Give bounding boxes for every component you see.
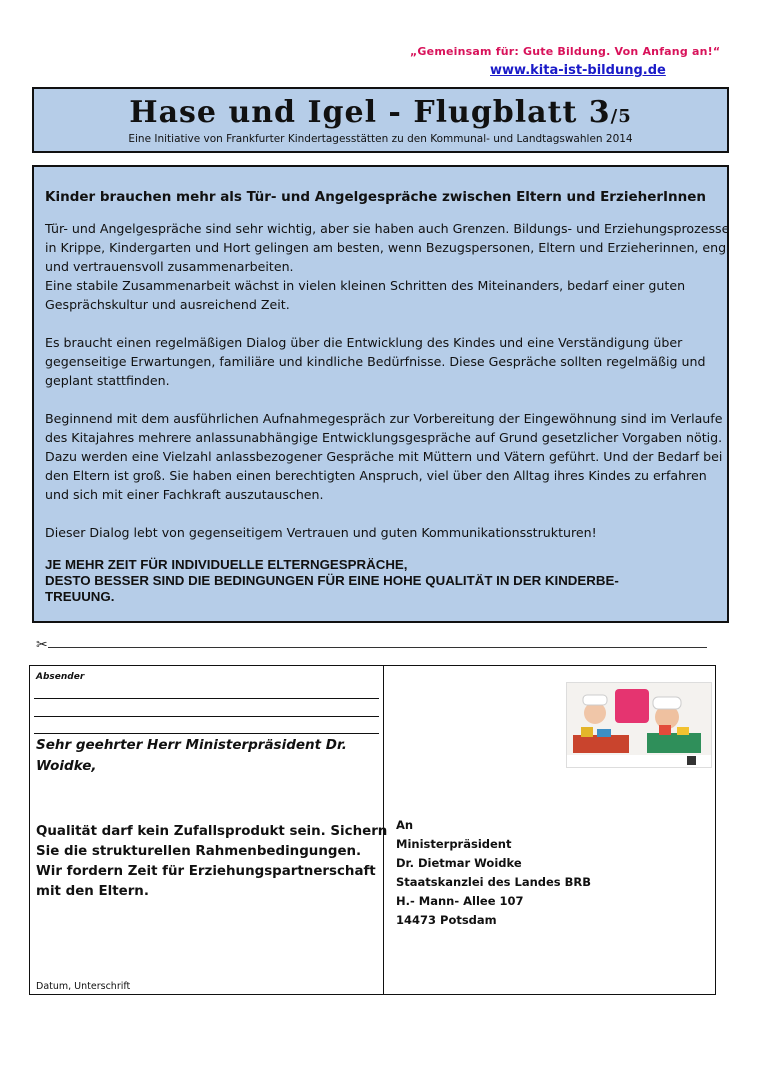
recipient-line: 14473 Potsdam	[396, 913, 497, 927]
website-link[interactable]: www.kita-ist-bildung.de	[490, 63, 666, 78]
text-line: Tür- und Angelgespräche sind sehr wichtig, aber sie haben auch Grenzen. Bildungs- und Erziehungsprozesse	[45, 221, 730, 236]
recipient-line: H.- Mann- Allee 107	[396, 894, 524, 908]
text-line: den Eltern ist groß. Sie haben einen berechtigten Anspruch, viel über den Alltag ihres Kindes zu erfahren	[45, 468, 707, 483]
text-line: Gesprächskultur und ausreichend Zeit.	[45, 297, 290, 312]
text-line: und vertrauensvoll zusammenarbeiten.	[45, 259, 294, 274]
flyer-title-text: Hase und Igel - Flugblatt 3	[129, 95, 611, 130]
paragraph-3	[45, 409, 723, 504]
text-line: geplant stattfinden.	[45, 373, 170, 388]
text-line: und sich mit einer Fachkraft auszutauschen.	[45, 487, 324, 502]
text-line: Dieser Dialog lebt von gegenseitigem Vertrauen und guten Kommunikationsstrukturen!	[45, 525, 597, 540]
recipient-line: An	[396, 818, 414, 832]
postcard	[29, 665, 716, 995]
postcard-message	[36, 822, 388, 902]
article-heading: Kinder brauchen mehr als Tür- und Angelgespräche zwischen Eltern und ErzieherInnen	[45, 189, 707, 205]
paragraph-4	[45, 523, 713, 542]
recipient-address	[396, 816, 591, 930]
stamp-illustration	[567, 683, 711, 767]
paragraph-2	[45, 333, 713, 390]
recipient-line: Staatskanzlei des Landes BRB	[396, 875, 592, 889]
salutation: Sehr geehrter Herr Ministerpräsident Dr. Woidke,	[36, 737, 347, 774]
message-line: mit den Eltern.	[36, 884, 149, 899]
main-article	[32, 165, 729, 623]
text-line: Beginnend mit dem ausführlichen Aufnahmegespräch zur Vorbereitung der Eingewöhnung sind im Verlaufe	[45, 411, 723, 426]
text-line: gegenseitige Erwartungen, familiäre und kindliche Bedürfnisse. Diese Gespräche sollten regelmäßig und	[45, 354, 706, 369]
call-to-action	[45, 557, 713, 605]
message-line: Qualität darf kein Zufallsprodukt sein. Sichern	[36, 824, 388, 839]
campaign-stamp-image	[566, 682, 712, 768]
sender-line[interactable]	[34, 733, 379, 734]
sender-label: Absender	[36, 672, 85, 682]
sender-line[interactable]	[34, 716, 379, 717]
scissors-icon: ✂	[36, 637, 48, 653]
message-line: Wir fordern Zeit für Erziehungspartnerschaft	[36, 864, 376, 879]
header-banner	[32, 87, 729, 153]
signature-label: Datum, Unterschrift	[36, 981, 131, 992]
cta-line: DESTO BESSER SIND DIE BEDINGUNGEN FÜR EINE HOHE QUALITÄT IN DER KINDERBE-	[45, 573, 619, 588]
message-line: Sie die strukturellen Rahmenbedingungen.	[36, 844, 362, 859]
sender-line[interactable]	[34, 698, 379, 699]
text-line: Es braucht einen regelmäßigen Dialog über die Entwicklung des Kindes und eine Verständigung über	[45, 335, 683, 350]
recipient-line: Dr. Dietmar Woidke	[396, 856, 522, 870]
paragraph-1	[45, 219, 730, 314]
text-line: in Krippe, Kindergarten und Hort gelingen am besten, wenn Bezugspersonen, Eltern und Erzieherinnen, eng	[45, 240, 727, 255]
cta-line: JE MEHR ZEIT FÜR INDIVIDUELLE ELTERNGESPRÄCHE,	[45, 557, 408, 572]
cta-line: TREUUNG.	[45, 589, 115, 604]
flyer-number: /5	[610, 106, 632, 127]
flyer-subtitle: Eine Initiative von Frankfurter Kindertagesstätten zu den Kommunal- und Landtagswahlen 2014	[128, 133, 633, 145]
recipient-line: Ministerpräsident	[396, 837, 512, 851]
text-line: Eine stabile Zusammenarbeit wächst in vielen kleinen Schritten des Miteinanders, bedarf einer guten	[45, 278, 686, 293]
text-line: des Kitajahres mehrere anlassunabhängige Entwicklungsgespräche auf Grund gesetzlicher Vorgaben nötig.	[45, 430, 723, 445]
slogan: „Gemeinsam für: Gute Bildung. Von Anfang an!“	[410, 45, 721, 58]
text-line: Dazu werden eine Vielzahl anlassbezogener Gespräche mit Müttern und Vätern geführt. Und der Bedarf bei	[45, 449, 723, 464]
flyer-title	[34, 95, 727, 130]
cut-line	[37, 647, 707, 648]
